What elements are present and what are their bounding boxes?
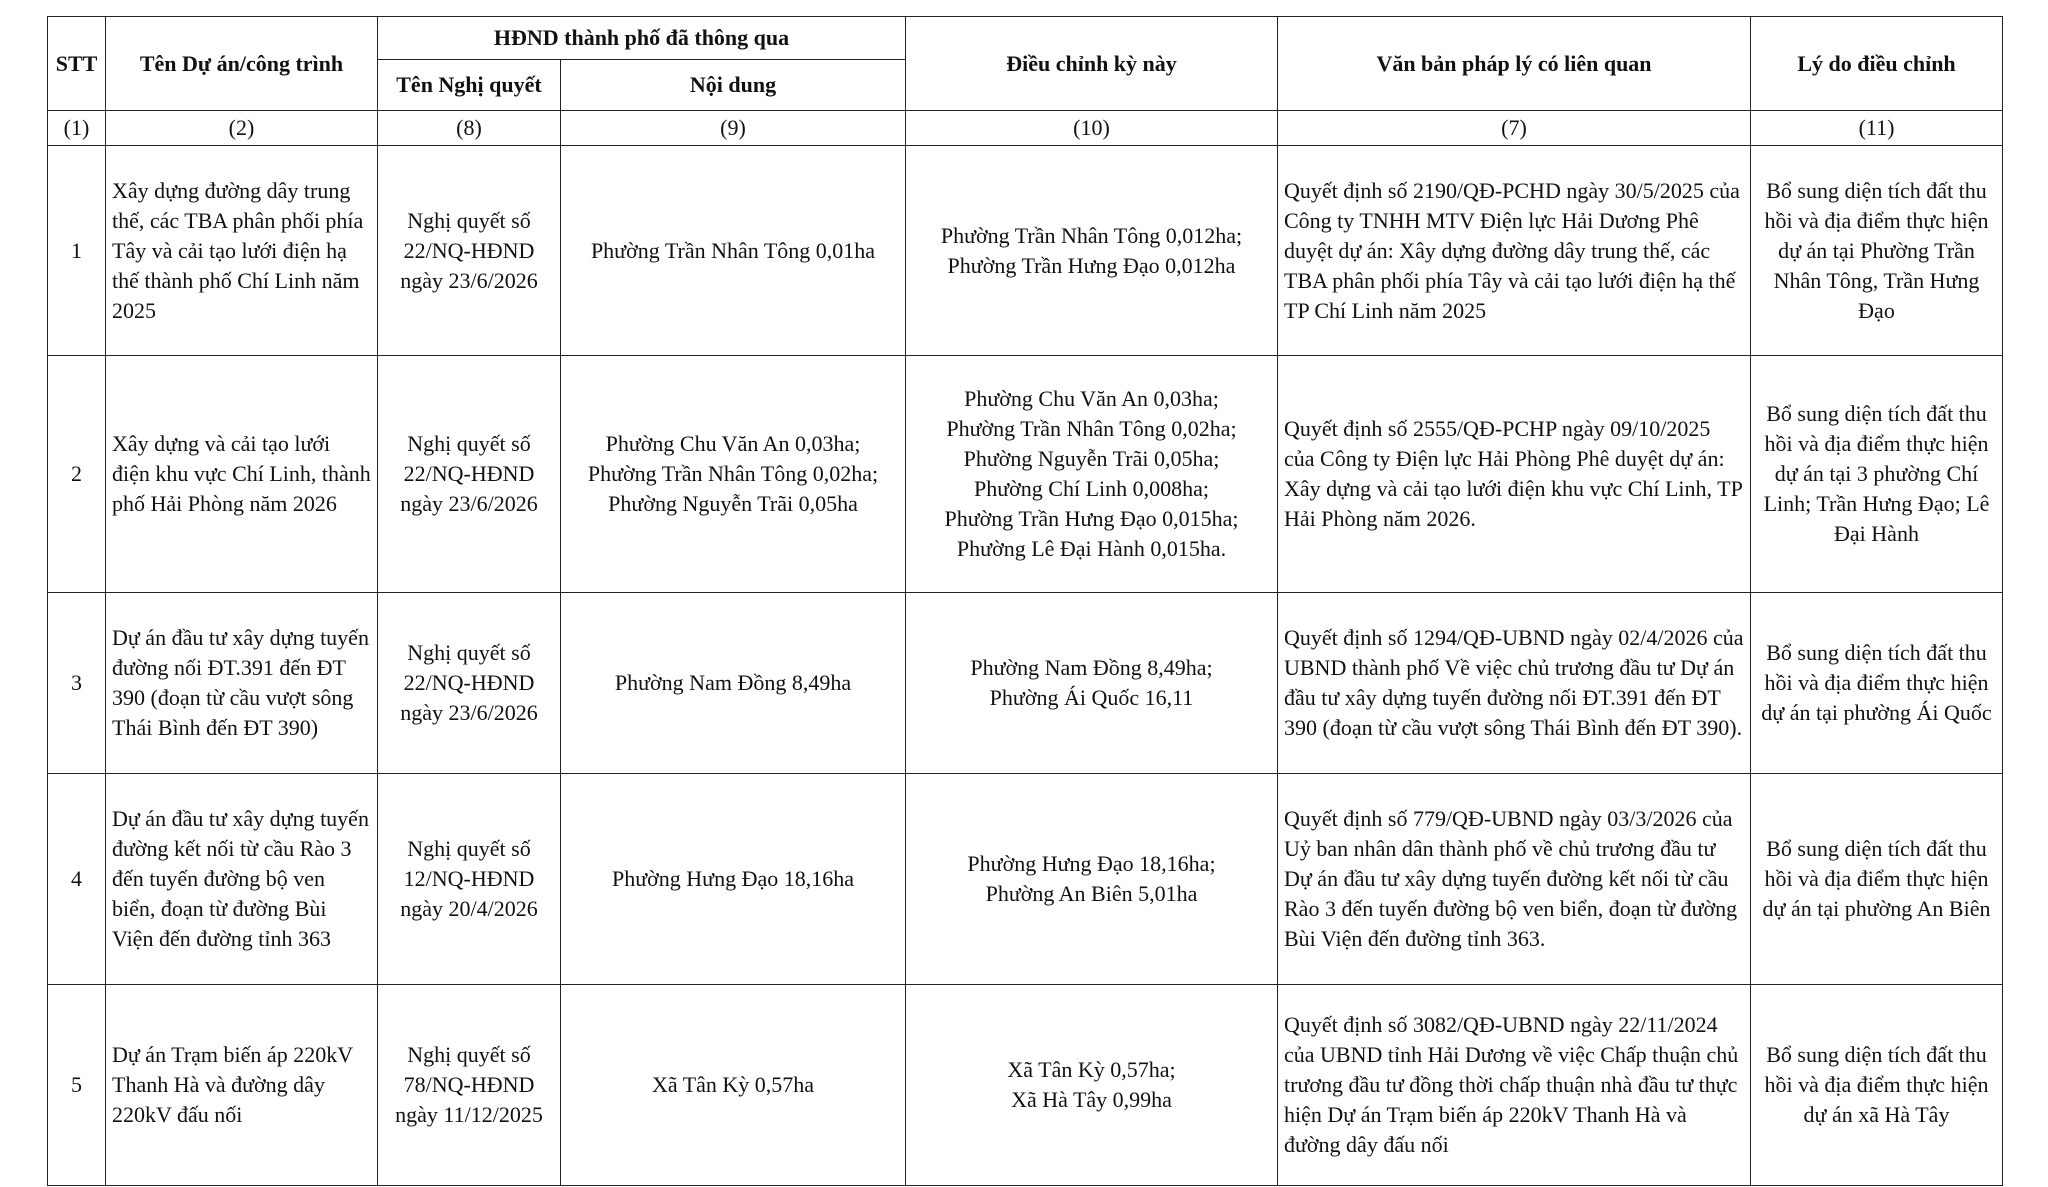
row-project-name: Xây dựng và cải tạo lưới điện khu vực Chí Linh, thành phố Hải Phòng năm 2026	[106, 356, 378, 593]
column-number: (11)	[1751, 111, 2003, 146]
row-resolution: Nghị quyết số 22/NQ-HĐND ngày 23/6/2026	[378, 146, 561, 356]
row-reason: Bổ sung diện tích đất thu hồi và địa điểm thực hiện dự án xã Hà Tây	[1751, 985, 2003, 1186]
table-row	[48, 985, 2003, 1186]
row-project-name: Dự án đầu tư xây dựng tuyến đường nối ĐT.391 đến ĐT 390 (đoạn từ cầu vượt sông Thái Bình đến ĐT 390)	[106, 593, 378, 774]
header-project-name: Tên Dự án/công trình	[106, 17, 378, 111]
header-content: Nội dung	[561, 60, 906, 111]
row-resolution: Nghị quyết số 12/NQ-HĐND ngày 20/4/2026	[378, 774, 561, 985]
column-number-row	[48, 111, 2003, 146]
header-stt: STT	[48, 17, 106, 111]
row-legal-docs: Quyết định số 1294/QĐ-UBND ngày 02/4/2026 của UBND thành phố Về việc chủ trương đầu tư Dự án đầu tư xây dựng tuyến đường nối ĐT.391 đến ĐT 390 (đoạn từ cầu vượt sông Thái Bình đến ĐT 390).	[1278, 593, 1751, 774]
column-number: (1)	[48, 111, 106, 146]
row-stt: 2	[48, 356, 106, 593]
adjustment-table	[47, 16, 2003, 1186]
column-number: (9)	[561, 111, 906, 146]
row-legal-docs: Quyết định số 779/QĐ-UBND ngày 03/3/2026 của Uỷ ban nhân dân thành phố về chủ trương đầu tư Dự án đầu tư xây dựng tuyến đường kết nối từ cầu Rào 3 đến tuyến đường bộ ven biển, đoạn từ đường Bùi Viện đến đường tỉnh 363.	[1278, 774, 1751, 985]
table-row	[48, 774, 2003, 985]
row-stt: 3	[48, 593, 106, 774]
header-resolution-name: Tên Nghị quyết	[378, 60, 561, 111]
header-council-group: HĐND thành phố đã thông qua	[378, 17, 906, 60]
row-legal-docs: Quyết định số 3082/QĐ-UBND ngày 22/11/2024 của UBND tỉnh Hải Dương về việc Chấp thuận chủ trương đầu tư đồng thời chấp thuận nhà đầu tư thực hiện Dự án Trạm biến áp 220kV Thanh Hà và đường dây đấu nối	[1278, 985, 1751, 1186]
row-content: Phường Nam Đồng 8,49ha	[561, 593, 906, 774]
header-legal-docs: Văn bản pháp lý có liên quan	[1278, 17, 1751, 111]
row-adjustment: Phường Nam Đồng 8,49ha; Phường Ái Quốc 16,11	[906, 593, 1278, 774]
row-content: Phường Hưng Đạo 18,16ha	[561, 774, 906, 985]
row-legal-docs: Quyết định số 2555/QĐ-PCHP ngày 09/10/2025 của Công ty Điện lực Hải Phòng Phê duyệt dự án: Xây dựng và cải tạo lưới điện khu vực Chí Linh, TP Hải Phòng năm 2026.	[1278, 356, 1751, 593]
column-number: (10)	[906, 111, 1278, 146]
column-number: (2)	[106, 111, 378, 146]
row-reason: Bổ sung diện tích đất thu hồi và địa điểm thực hiện dự án tại phường An Biên	[1751, 774, 2003, 985]
table-row	[48, 356, 2003, 593]
table-row	[48, 593, 2003, 774]
row-adjustment: Phường Hưng Đạo 18,16ha; Phường An Biên 5,01ha	[906, 774, 1278, 985]
row-content: Phường Trần Nhân Tông 0,01ha	[561, 146, 906, 356]
row-resolution: Nghị quyết số 22/NQ-HĐND ngày 23/6/2026	[378, 593, 561, 774]
row-stt: 1	[48, 146, 106, 356]
row-reason: Bổ sung diện tích đất thu hồi và địa điểm thực hiện dự án tại 3 phường Chí Linh; Trần Hưng Đạo; Lê Đại Hành	[1751, 356, 2003, 593]
row-adjustment: Xã Tân Kỳ 0,57ha; Xã Hà Tây 0,99ha	[906, 985, 1278, 1186]
header-adjustment: Điều chỉnh kỳ này	[906, 17, 1278, 111]
row-legal-docs: Quyết định số 2190/QĐ-PCHD ngày 30/5/2025 của Công ty TNHH MTV Điện lực Hải Dương Phê duyệt dự án: Xây dựng đường dây trung thế, các TBA phân phối phía Tây và cải tạo lưới điện hạ thế TP Chí Linh năm 2025	[1278, 146, 1751, 356]
row-content: Xã Tân Kỳ 0,57ha	[561, 985, 906, 1186]
header-row-1	[48, 17, 2003, 60]
row-project-name: Xây dựng đường dây trung thế, các TBA phân phối phía Tây và cải tạo lưới điện hạ thế thành phố Chí Linh năm 2025	[106, 146, 378, 356]
header-reason: Lý do điều chỉnh	[1751, 17, 2003, 111]
row-reason: Bổ sung diện tích đất thu hồi và địa điểm thực hiện dự án tại Phường Trần Nhân Tông, Trần Hưng Đạo	[1751, 146, 2003, 356]
row-stt: 4	[48, 774, 106, 985]
row-adjustment: Phường Chu Văn An 0,03ha; Phường Trần Nhân Tông 0,02ha; Phường Nguyễn Trãi 0,05ha; Phường Chí Linh 0,008ha; Phường Trần Hưng Đạo 0,015ha; Phường Lê Đại Hành 0,015ha.	[906, 356, 1278, 593]
row-adjustment: Phường Trần Nhân Tông 0,012ha; Phường Trần Hưng Đạo 0,012ha	[906, 146, 1278, 356]
row-stt: 5	[48, 985, 106, 1186]
table-row	[48, 146, 2003, 356]
row-content: Phường Chu Văn An 0,03ha; Phường Trần Nhân Tông 0,02ha; Phường Nguyễn Trãi 0,05ha	[561, 356, 906, 593]
document-page	[47, 16, 2002, 1186]
row-project-name: Dự án đầu tư xây dựng tuyến đường kết nối từ cầu Rào 3 đến tuyến đường bộ ven biển, đoạn từ đường Bùi Viện đến đường tỉnh 363	[106, 774, 378, 985]
row-reason: Bổ sung diện tích đất thu hồi và địa điểm thực hiện dự án tại phường Ái Quốc	[1751, 593, 2003, 774]
row-resolution: Nghị quyết số 22/NQ-HĐND ngày 23/6/2026	[378, 356, 561, 593]
row-project-name: Dự án Trạm biến áp 220kV Thanh Hà và đường dây 220kV đấu nối	[106, 985, 378, 1186]
column-number: (8)	[378, 111, 561, 146]
row-resolution: Nghị quyết số 78/NQ-HĐND ngày 11/12/2025	[378, 985, 561, 1186]
column-number: (7)	[1278, 111, 1751, 146]
